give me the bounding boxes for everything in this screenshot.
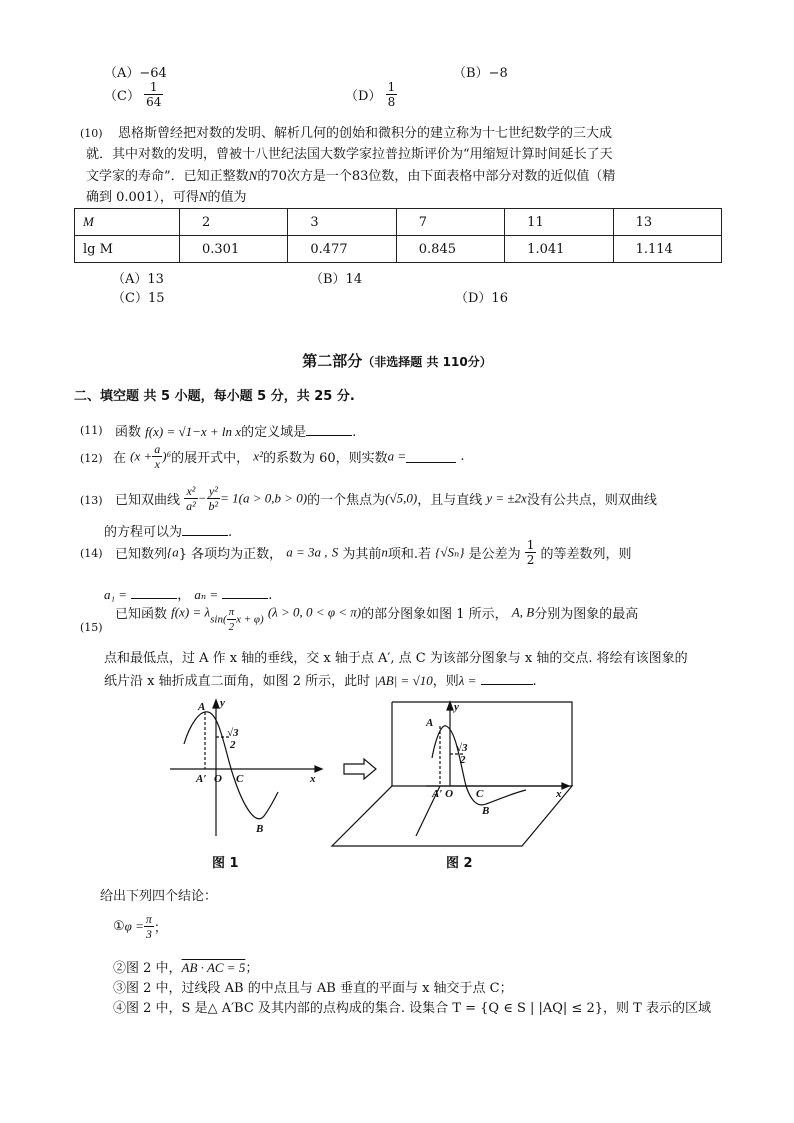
table-cell: lg M	[75, 236, 180, 263]
variable: N	[198, 189, 208, 204]
q12-number: (12)	[80, 452, 103, 465]
formula: (√5,0)	[385, 490, 418, 506]
q14-number: (14)	[80, 547, 103, 560]
option-value: −64	[139, 66, 167, 81]
q11-text	[115, 421, 356, 440]
fraction	[207, 484, 221, 513]
fraction	[144, 912, 154, 941]
formula: AB · AC = 5	[181, 960, 246, 975]
table-cell: 13	[613, 209, 721, 236]
table-row	[75, 236, 722, 263]
text: 已知双曲线	[115, 493, 181, 508]
operator: −	[197, 490, 207, 506]
section-heading: 二、填空题 共 5 小题，每小题 5 分，共 25 分.	[74, 389, 355, 404]
label-AprimeO: A′ O	[432, 788, 454, 800]
conclusion-2	[113, 957, 258, 976]
formula: {a	[167, 544, 179, 560]
text: ，则	[432, 674, 459, 689]
option-label: （D）	[345, 89, 382, 104]
denominator: x	[154, 457, 160, 471]
formula: = 1(a > 0,b > 0)	[220, 490, 308, 506]
label-A: A	[426, 717, 434, 729]
text: 在	[113, 451, 127, 466]
numerator: π	[228, 606, 235, 618]
formula: )⁶	[162, 448, 172, 464]
formula: (x +	[130, 448, 153, 464]
table-cell: 1.041	[505, 236, 613, 263]
conclusion-3: ③图 2 中，过线段 AB 的中点且与 AB 垂直的平面与 x 轴交于点 C；	[113, 981, 513, 996]
formula: f(x) = √1−x + ln x	[145, 424, 242, 439]
numerator: 1	[526, 538, 535, 552]
table-cell: 0.301	[180, 236, 288, 263]
q10-option-d: （D）16	[455, 291, 508, 306]
conclusion-4: ④图 2 中，S 是△ A′BC 及其内部的点构成的集合. 设集合 T = {Q ∈ S | |AQ| ≤ 2}，则 T 表示的区域	[113, 1001, 711, 1016]
answer-blank[interactable]	[222, 586, 268, 599]
formula: λ =	[458, 673, 477, 688]
formula: x²	[253, 448, 263, 464]
formula: (λ > 0, 0 < φ < π)	[267, 604, 362, 620]
formula: φ =	[124, 918, 144, 934]
table-cell: 1.114	[613, 236, 721, 263]
figure-2	[326, 696, 586, 852]
log-table	[74, 208, 722, 263]
q10-line4	[86, 186, 722, 208]
numerator: 1	[144, 80, 163, 95]
q9-option-d	[345, 80, 397, 109]
text: 的展开式中，	[171, 451, 250, 466]
q10-option-c: （C）15	[112, 291, 165, 306]
fraction	[525, 538, 537, 567]
label-sqrt3: √3	[227, 727, 239, 739]
q11-number: (11)	[80, 424, 103, 437]
numerator: x²	[184, 484, 198, 499]
text: 为其前	[342, 547, 382, 562]
q9-option-b	[453, 62, 508, 81]
text: } 各项均为正数，	[178, 547, 283, 562]
formula: a₁ =	[104, 587, 128, 602]
label-two: 2	[460, 754, 466, 766]
part-subtitle: （非选择题 共 110分）	[362, 355, 492, 369]
fraction	[144, 80, 163, 109]
option-label: （A）	[104, 66, 140, 81]
numerator: π	[145, 912, 152, 926]
label-y: y	[454, 701, 459, 713]
q9-option-a	[104, 62, 167, 81]
lower-curve	[466, 786, 526, 805]
table-cell: 11	[505, 209, 613, 236]
denominator: 64	[146, 95, 162, 109]
label-C: C	[476, 788, 484, 800]
text: 的部分图象如图 1 所示，	[361, 607, 508, 622]
formula: x + φ)	[236, 613, 264, 626]
q10-option-b: （B）14	[310, 272, 363, 287]
text: 已知数列	[115, 547, 168, 562]
q15-number: (15)	[80, 621, 103, 634]
text: 纸片沿 x 轴折成直二面角，如图 2 所示，此时	[104, 674, 371, 689]
answer-blank[interactable]	[481, 672, 533, 685]
label-x: x	[556, 788, 562, 800]
text: 的方程可以为	[104, 525, 183, 540]
formula: A, B	[511, 604, 535, 620]
table-cell: M	[75, 209, 180, 236]
text: .	[268, 588, 273, 603]
text: 文学家的寿命”．已知正整数	[86, 169, 249, 184]
text: 的系数为 60，则实数	[262, 451, 388, 466]
formula: sin(	[210, 613, 227, 626]
exponent	[210, 605, 264, 634]
text: .	[228, 525, 233, 540]
y-arrow	[447, 702, 453, 710]
text: ，且与直线	[417, 493, 483, 508]
q10-line1: 恩格斯曾经把对数的发明、解析几何的创始和微积分的建立称为十七世纪数学的三大成	[118, 126, 613, 141]
table-cell: 7	[396, 209, 504, 236]
q15-line2: 点和最低点，过 A 作 x 轴的垂线，交 x 轴于点 A′, 点 C 为该部分图象与 x 轴的交点. 将绘有该图象的	[104, 651, 688, 666]
x-arrow	[315, 766, 322, 772]
label-B: B	[256, 823, 264, 835]
conclusions-intro: 给出下列四个结论：	[100, 889, 218, 904]
vertical-plane	[392, 702, 572, 786]
text: 项和.若	[387, 547, 431, 562]
formula: a = 3a ,	[286, 544, 328, 560]
option-label: （C）	[104, 89, 140, 104]
figure-1	[160, 696, 330, 846]
answer-blank[interactable]	[182, 523, 228, 536]
text: 的70次方是一个83位数，由下面表格中部分对数的近似值（精	[257, 169, 616, 184]
variable: n	[381, 544, 388, 560]
text: ①	[113, 919, 125, 934]
label-two: 2	[230, 739, 236, 751]
table-row	[75, 209, 722, 236]
fraction	[184, 484, 198, 513]
figure-1-caption: 图 1	[212, 856, 239, 871]
numerator: a	[154, 442, 161, 456]
y-arrow	[213, 700, 219, 708]
denominator: 8	[387, 95, 396, 109]
denominator: a²	[186, 499, 196, 513]
denominator: 2	[228, 621, 235, 633]
part-title	[0, 350, 794, 371]
text: ；	[153, 921, 167, 936]
text: 的定义域是	[241, 425, 307, 440]
part-title-text: 第二部分	[302, 352, 363, 370]
option-value: −8	[488, 66, 508, 81]
text: 分别为图象的最高	[534, 607, 639, 622]
text: 确到 0.001），可得	[86, 190, 199, 205]
answer-blank[interactable]	[306, 423, 352, 436]
label-O: O	[214, 773, 222, 785]
text: .	[352, 425, 357, 440]
numerator: 1	[387, 80, 396, 94]
text: ；	[245, 961, 259, 976]
q13-number: (13)	[80, 494, 103, 507]
formula: a =	[387, 448, 407, 464]
q15-line3	[104, 670, 537, 689]
label-A: A	[198, 701, 206, 713]
numerator: y²	[207, 484, 221, 499]
denominator: b²	[208, 499, 219, 513]
q14-text	[115, 538, 632, 567]
conclusion-1	[113, 912, 167, 941]
text: 已知函数	[115, 607, 168, 622]
text: 函数	[115, 425, 142, 440]
text: 是公差为	[468, 547, 521, 562]
text: 的一个焦点为	[307, 493, 386, 508]
q14-line2: a₁ = ， aₙ = .	[104, 587, 273, 603]
formula: |AB| = √10	[374, 673, 433, 688]
q10-number: (10)	[80, 127, 103, 140]
fraction	[227, 605, 237, 634]
denominator: 3	[145, 927, 152, 941]
q10-line3	[86, 165, 722, 187]
q13-text	[115, 484, 657, 513]
denominator: 2	[526, 553, 535, 567]
variable: S	[331, 544, 339, 560]
q9-option-c	[104, 80, 163, 109]
variable: N	[248, 168, 258, 183]
label-x: x	[310, 773, 316, 785]
x-arrow	[562, 783, 569, 789]
fraction	[386, 80, 398, 109]
q10-option-a: （A）13	[112, 272, 164, 287]
label-C: C	[236, 773, 244, 785]
text: 没有公共点，则双曲线	[526, 493, 657, 508]
table-cell: 2	[180, 209, 288, 236]
text: .	[532, 674, 537, 689]
option-label: （B）	[453, 66, 489, 81]
label-sqrt3: √3	[456, 742, 468, 754]
q15-text	[115, 603, 638, 634]
text: ②图 2 中，	[113, 961, 182, 976]
formula: y = ±2x	[486, 490, 527, 506]
formula: f(x) = λ	[171, 604, 211, 620]
text: .	[460, 449, 465, 464]
table-cell: 3	[288, 209, 396, 236]
q10-line2: 就．其中对数的发明，曾被十八世纪法国大数学家拉普拉斯评价为“用缩短计算时间延长了天	[86, 147, 613, 162]
formula: {√Sₙ}	[435, 544, 465, 560]
q12-text	[113, 442, 464, 471]
answer-blank[interactable]	[406, 450, 456, 463]
answer-blank[interactable]	[131, 586, 177, 599]
text: 的等差数列，则	[540, 547, 632, 562]
label-B: B	[482, 805, 490, 817]
figure-2-caption: 图 2	[446, 856, 473, 871]
label-y: y	[220, 697, 225, 709]
table-cell: 0.477	[288, 236, 396, 263]
label-Aprime: A′	[196, 773, 207, 785]
text: 的值为	[207, 190, 247, 205]
table-cell: 0.845	[396, 236, 504, 263]
formula: aₙ =	[194, 587, 219, 602]
fraction	[152, 442, 162, 471]
